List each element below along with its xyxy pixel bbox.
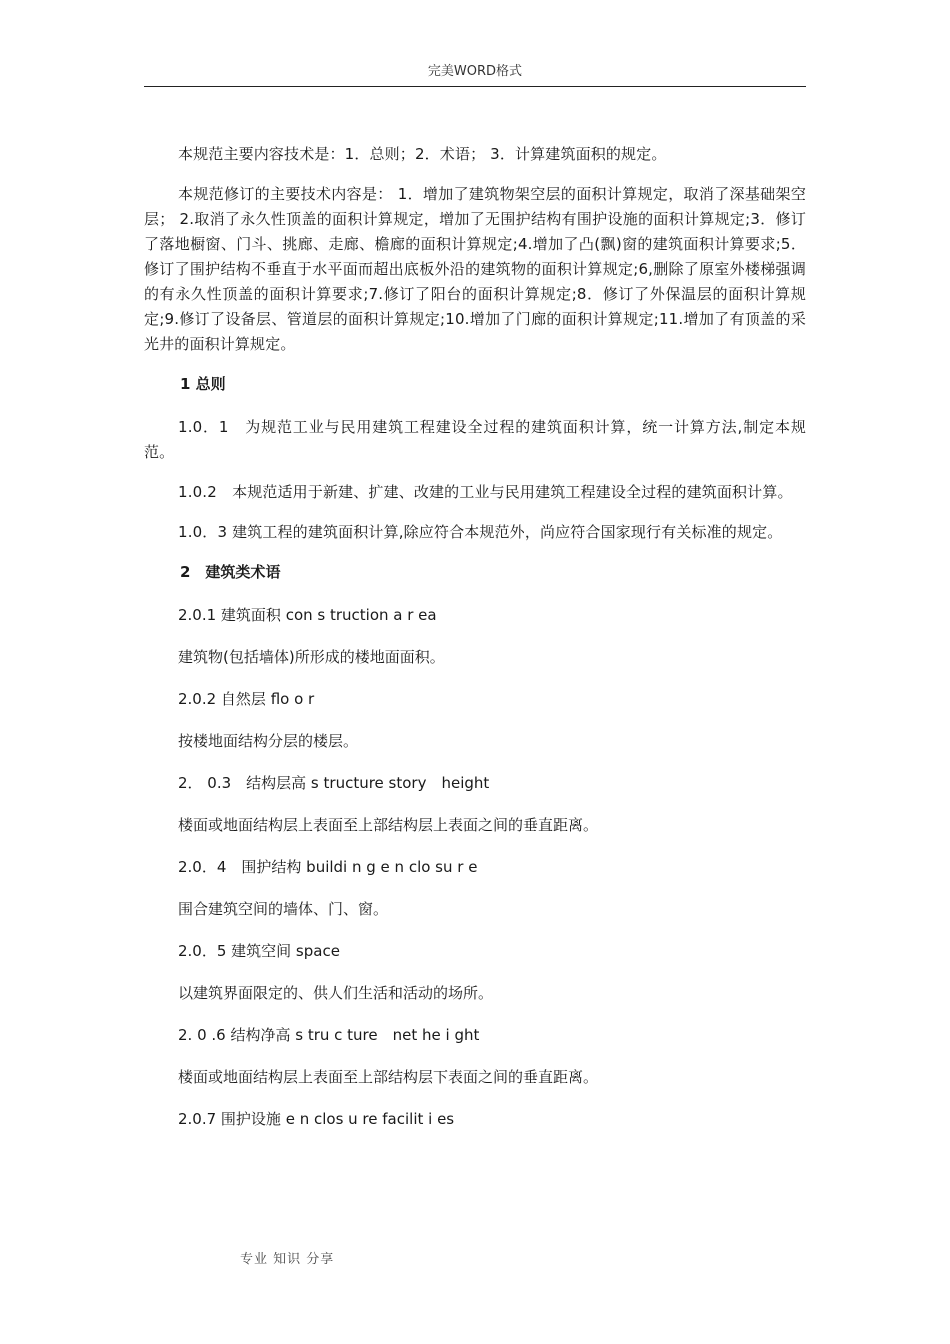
clause-1-0-1: 1.0．1 为规范工业与民用建筑工程建设全过程的建筑面积计算，统一计算方法,制定本规范。	[144, 418, 806, 461]
term-definition-2-0-3: 楼面或地面结构层上表面至上部结构层上表面之间的垂直距离。	[178, 816, 599, 834]
term-title-2-0-3: 2． 0.3 结构层高 s tructure story height	[178, 774, 490, 792]
term-title-2-0-1: 2.0.1 建筑面积 con s truction a r ea	[178, 606, 437, 624]
term-title-2-0-5: 2.0．5 建筑空间 space	[178, 942, 340, 960]
section-2-heading: 2 建筑类术语	[180, 563, 281, 581]
clause-1-0-3: 1.0．3 建筑工程的建筑面积计算,除应符合本规范外，尚应符合国家现行有关标准的规定。	[178, 523, 783, 541]
page-footer: 专业 知识 分享	[240, 1252, 335, 1267]
term-title-2-0-7: 2.0.7 围护设施 e n clos u re facilit i es	[178, 1110, 455, 1128]
document-body	[144, 142, 806, 1149]
term-title-2-0-6: 2. 0 .6 结构净高 s tru c ture net he i ght	[178, 1026, 480, 1044]
section-1-heading: 1 总则	[180, 375, 226, 393]
term-definition-2-0-2: 按楼地面结构分层的楼层。	[178, 732, 359, 750]
term-definition-2-0-6: 楼面或地面结构层上表面至上部结构层下表面之间的垂直距离。	[178, 1068, 599, 1086]
term-definition-2-0-4: 围合建筑空间的墙体、门、窗。	[178, 900, 389, 918]
term-definition-2-0-1: 建筑物(包括墙体)所形成的楼地面面积。	[178, 648, 445, 666]
page-header	[144, 62, 806, 87]
header-title: 完美WORD格式	[427, 64, 523, 79]
term-title-2-0-4: 2.0．4 围护结构 buildi n g e n clo su r e	[178, 858, 478, 876]
intro-paragraph-2: 本规范修订的主要技术内容是： 1．增加了建筑物架空层的面积计算规定，取消了深基础架空层； 2.取消了永久性顶盖的面积计算规定，增加了无围护结构有围护设施的面积计算规定;3．修订了落地橱窗、门斗、挑廊、走廊、檐廊的面积计算规定;4.增加了凸(飘)窗的建筑面积计算要求;5．修订了围护结构不垂直于水平面而超出底板外沿的建筑物的面积计算规定;6,删除了原室外楼梯强调的有永久性顶盖的面积计算要求;7.修订了阳台的面积计算规定;8．修订了外保温层的面积计算规定;9.修订了设备层、管道层的面积计算规定;10.增加了门廊的面积计算规定;11.增加了有顶盖的采光井的面积计算规定。	[144, 185, 806, 353]
term-definition-2-0-5: 以建筑界面限定的、供人们生活和活动的场所。	[178, 984, 494, 1002]
term-title-2-0-2: 2.0.2 自然层 flo o r	[178, 690, 315, 708]
clause-1-0-2: 1.0.2 本规范适用于新建、扩建、改建的工业与民用建筑工程建设全过程的建筑面积计算。	[178, 483, 793, 501]
intro-paragraph-1: 本规范主要内容技术是：1．总则；2．术语； 3．计算建筑面积的规定。	[178, 145, 667, 163]
